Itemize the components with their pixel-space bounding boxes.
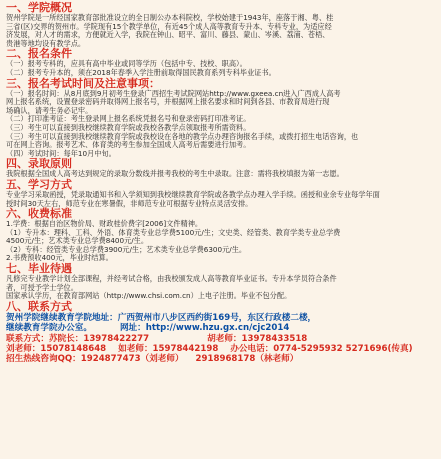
section-text-line: （一）报考专科的，应具有高中毕业或同等学历（包括中专、技校、职高）。 (6, 59, 247, 69)
contact-block (6, 313, 435, 365)
section-text-line: （二）打印准考证：考生登录网上报名系统凭报名号和登录密码打印准考证。 (6, 114, 251, 124)
section-text-line: 授时间30天左右，师范专业在寒暑假，非师范专业可根据专业特点灵活安排。 (6, 198, 253, 208)
phone-hu[interactable]: 胡老师：13978433518 (207, 333, 308, 344)
section-title: 三、报名考试时间及注意事项： (6, 76, 160, 90)
section-text-line: 1.学费：根据自治区物价局、财政桂价费字[2006]文件精神。 (6, 219, 203, 229)
section-text-line: 济发展，对人才的需求，方便就近入学，我院在钟山、昭平、富川、藤县、蒙山、岑溪、荔浦、苍梧、 (6, 30, 330, 40)
section-text-line: （三）考生可以直接到我校继续教育学院或我校各教学点领取报考所需资料。 (6, 122, 251, 132)
section-text-line: 者，可授予学士学位。 (6, 282, 78, 292)
phone-ru[interactable]: 如老师：15978442198 (118, 344, 219, 355)
section-title: 五、学习方式 (6, 177, 72, 191)
website-link[interactable]: 网址：http://www.hzu.gx.cn/cjc2014 (119, 323, 290, 334)
section-text-line: 4500元/生；艺术类专业总学费8400元/生。 (6, 236, 149, 246)
section-text-line: 场确认，请考生务必记牢。 (6, 105, 93, 115)
section-text-line: 凡修完专业教学计划全部课程，并经考试合格，由我校颁发成人高等教育毕业证书。专升本学员符合条件 (6, 274, 337, 284)
section-text-line: 贵港等地均设有教学点。 (6, 38, 86, 48)
section-text-line: （三）考生可以直接到我校继续教育学院或我校设在各地的教学点办理咨询报名手续，或拨打招生电话咨询，也 (6, 131, 359, 141)
section-title: 六、收费标准 (6, 207, 72, 221)
contact-address (6, 313, 435, 323)
section-text-line: 三省(区)交界的贺州市。学院现有15个教学单位，有近45个成人高等教育专升本、专科专业，为适应经 (6, 21, 332, 31)
section-title: 八、联系方式 (6, 299, 72, 313)
section-text-line: （1）专升本：理科、工科、外语、体育类专业总学费5100元/生；文史类、经管类、教育学类专业总学费 (6, 227, 341, 237)
contact-phones-2 (6, 344, 435, 354)
qq-lin[interactable]: 2918968178（林老师） (195, 354, 299, 365)
section-text-line: 网上报名系统，设置登录密码并取得网上报名号，并根据网上报名要求和时间到各县、市教育局进行现 (6, 97, 330, 107)
contact-qq (6, 354, 435, 364)
section-text-line: （四）考试时间：每年10月中旬。 (6, 148, 116, 158)
phone-su[interactable]: 联系方式：苏院长：13978422277 (6, 333, 150, 344)
address-text: 贺州学院继续教育学院地址：广西贺州市八步区西约街169号，东区行政楼二楼， (6, 312, 317, 323)
qq-liu[interactable]: 招生热线咨询QQ：1924877473（刘老师） (6, 354, 184, 365)
section-text-line: （二）报考专升本的，须在2018年春季入学注册前取得国民教育系列专科毕业证书。 (6, 67, 276, 77)
section-title: 一、学院概况 (6, 1, 72, 14)
office-text: 继续教育学院办公室。 (6, 323, 92, 334)
section-title: 七、毕业待遇 (6, 262, 72, 276)
section-title: 二、报名条件 (6, 47, 72, 61)
contact-phones-1 (6, 334, 435, 344)
section-title: 四、录取原则 (6, 157, 72, 171)
phone-office[interactable]: 办公电话：0774-5295932 5271696(传真) (230, 344, 413, 355)
contact-office-web (6, 323, 435, 333)
section-text-line: 国家承认学历，在教育部网站（http://www.chsi.com.cn）上电子注册。毕业不包分配。 (6, 291, 292, 301)
section-text-line: 我院根据全国成人高考达到规定的录取分数线并报考我校的考生中录取。注意：需将我校填报为第一志愿。 (6, 169, 344, 179)
section-text-line: 专业学习采取函授，凭录取通知书和入学须知到我校继续教育学院或各教学点办理入学手续。函授和业余专业每学年面 (6, 189, 380, 199)
phone-liu[interactable]: 刘老师：15078148648 (6, 344, 107, 355)
section-text-line: （2）专科：经管类专业总学费3900元/生；艺术类专业总学费6300元/生。 (6, 244, 247, 254)
section-text-line: 贺州学院是一所经国家教育部批准设立的全日制公办本科院校，学校始建于1943年，座落于湘、粤、桂 (6, 13, 334, 22)
section-text-line: 2.书费预收400元，毕业时结算。 (6, 253, 113, 263)
section-text-line: 可在网上咨询。报考艺术、体育类的考生参加全国成人高考后需要进行加考。 (6, 140, 251, 150)
section-text-line: （一）报名时间：从8月底到9月初考生登录广西招生考试院网站http://www.gxeea.cn进入广西成人高考 (6, 88, 341, 98)
